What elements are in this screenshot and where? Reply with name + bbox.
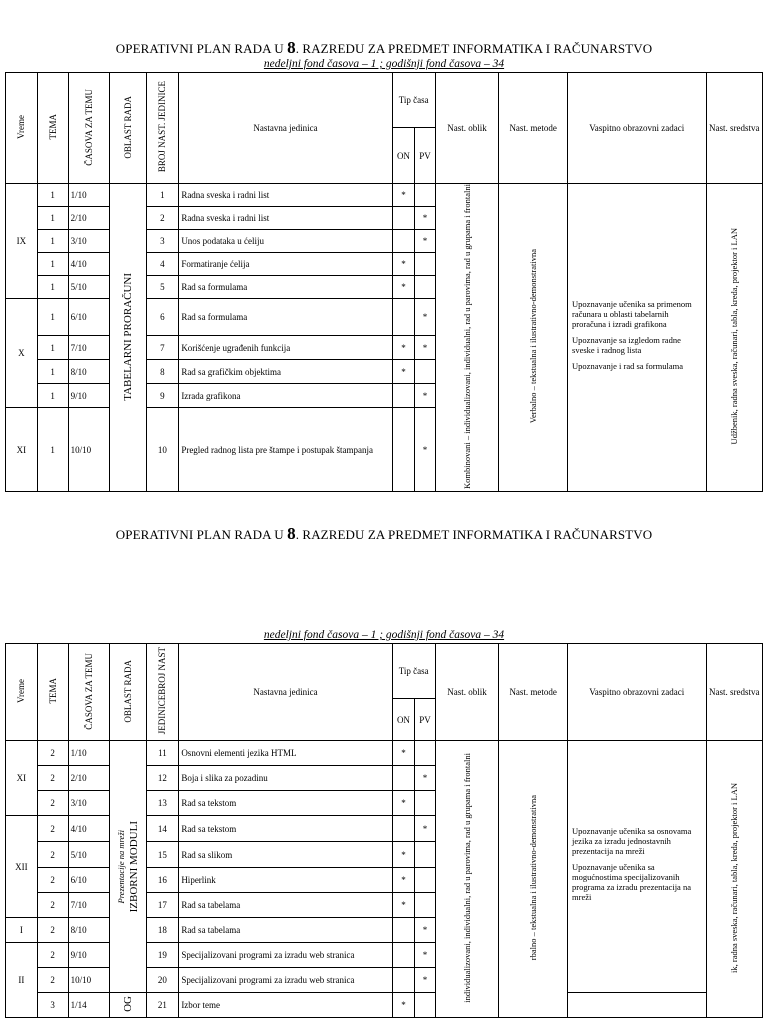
on-cell: * [392, 791, 415, 816]
pv-cell: * [415, 766, 436, 791]
pv-cell: * [415, 408, 436, 492]
unit-number-cell: 8 [146, 360, 179, 384]
unit-name-cell: Rad sa tekstom [179, 816, 392, 842]
pv-cell: * [415, 230, 436, 253]
title-grade: 8 [287, 524, 296, 543]
pv-cell: * [415, 299, 436, 336]
on-cell: * [392, 336, 415, 360]
unit-name-cell: Rad sa tabelama [179, 918, 392, 943]
tema-cell: 2 [37, 816, 68, 842]
on-cell [392, 766, 415, 791]
unit-name-cell: Hiperlink [179, 868, 392, 893]
title-grade: 8 [287, 38, 296, 57]
unit-number-cell: 9 [146, 384, 179, 408]
tema-cell: 2 [37, 766, 68, 791]
pv-cell: * [415, 336, 436, 360]
tema-cell: 2 [37, 943, 68, 968]
nast-oblik-cell [435, 184, 499, 492]
casova-cell: 1/14 [68, 993, 109, 1018]
pv-cell [415, 791, 436, 816]
tema-cell: 2 [37, 791, 68, 816]
unit-number-cell: 2 [146, 207, 179, 230]
header-pv: PV [415, 699, 436, 741]
unit-name-cell: Radna sveska i radni list [179, 207, 392, 230]
pv-cell [415, 741, 436, 766]
header-casova: ČASOVA ZA TEMU [68, 73, 109, 184]
nast-metode-cell-text: Verbalno – tekstualna i ilustrativno-demonstrativna [528, 249, 539, 424]
header-tip: Tip časa [392, 644, 435, 699]
tema-cell: 2 [37, 918, 68, 943]
pv-cell: * [415, 816, 436, 842]
unit-number-cell: 14 [146, 816, 179, 842]
nast-metode-cell-text: rbalno – tekstualna i ilustrativno-demonstrativna [528, 795, 539, 961]
casova-cell: 9/10 [68, 943, 109, 968]
on-cell [392, 384, 415, 408]
nast-metode-cell [499, 741, 568, 1018]
pv-cell [415, 842, 436, 868]
unit-name-cell: Rad sa grafičkim objektima [179, 360, 392, 384]
on-cell [392, 207, 415, 230]
header-oblast: OBLAST RADA [109, 644, 146, 741]
month-cell: XII [6, 816, 38, 918]
zadatak-text: Upoznavanje učenika sa mogućnostima specijalizovanih programa za izradu prezentacija na mreži [572, 861, 691, 902]
casova-cell: 6/10 [68, 299, 109, 336]
pv-cell [415, 253, 436, 276]
unit-number-cell: 10 [146, 408, 179, 492]
zadaci-cell-next [568, 993, 706, 1018]
on-cell: * [392, 842, 415, 868]
nast-sredstva-cell [706, 184, 762, 492]
unit-number-cell: 20 [146, 968, 179, 993]
tema-cell: 1 [37, 253, 68, 276]
tema-cell: 1 [37, 299, 68, 336]
on-cell: * [392, 253, 415, 276]
unit-number-cell: 21 [146, 993, 179, 1018]
unit-name-cell: Izrada grafikona [179, 384, 392, 408]
tema-cell: 1 [37, 408, 68, 492]
tema-cell: 1 [37, 184, 68, 207]
title-prefix: OPERATIVNI PLAN RADA U [115, 527, 284, 542]
casova-cell: 5/10 [68, 276, 109, 299]
month-cell: I [6, 918, 38, 943]
oblast-cell [109, 741, 146, 993]
unit-name-cell: Rad sa formulama [179, 299, 392, 336]
title-prefix: OPERATIVNI PLAN RADA U [115, 41, 284, 56]
nast-oblik-cell-text: individualizovani, individualni, rad u parovima, rad u grupama i frontalni [462, 753, 473, 1003]
tema-cell: 1 [37, 384, 68, 408]
header-zadaci: Vaspitno obrazovni zadaci [568, 644, 706, 741]
month-cell: XI [6, 408, 38, 492]
zadaci-cell [568, 741, 706, 993]
header-broj: BROJ NAST. JEDINICE [146, 73, 179, 184]
header-pv: PV [415, 128, 436, 184]
on-cell: * [392, 741, 415, 766]
header-sredstva: Nast. sredstva [706, 644, 762, 741]
unit-number-cell: 19 [146, 943, 179, 968]
title-suffix: . RAZREDU ZA PREDMET INFORMATIKA I RAČUNARSTVO [295, 527, 653, 542]
pv-cell: * [415, 943, 436, 968]
casova-cell: 4/10 [68, 253, 109, 276]
pv-cell [415, 868, 436, 893]
on-cell [392, 299, 415, 336]
header-vreme: Vreme [6, 644, 38, 741]
header-vreme: Vreme [6, 73, 38, 184]
casova-cell: 1/10 [68, 184, 109, 207]
unit-name-cell: Izbor teme [179, 993, 392, 1018]
unit-number-cell: 11 [146, 741, 179, 766]
subtitle-text: nedeljni fond časova – 1 ; godišnji fond časova – 34 [263, 629, 505, 641]
pv-cell [415, 893, 436, 918]
unit-name-cell: Specijalizovani programi za izradu web stranica [179, 968, 392, 993]
plan-table-2 [5, 643, 763, 1018]
casova-cell: 10/10 [68, 408, 109, 492]
header-casova: ČASOVA ZA TEMU [68, 644, 109, 741]
zadatak-text: Upoznavanje i rad sa formulama [572, 360, 683, 371]
on-cell [392, 943, 415, 968]
table-row [6, 993, 763, 1018]
casova-cell: 7/10 [68, 336, 109, 360]
header-oblik: Nast. oblik [435, 73, 499, 184]
plan-subtitle-2 [0, 629, 768, 641]
unit-number-cell: 7 [146, 336, 179, 360]
on-cell [392, 816, 415, 842]
casova-cell: 3/10 [68, 791, 109, 816]
oblast-cell-text: TABELARNI PRORAČUNI [121, 272, 134, 401]
unit-number-cell: 17 [146, 893, 179, 918]
pv-cell [415, 360, 436, 384]
nast-sredstva-cell-text: ik, radna sveska, računari, tabla, kreda, projektor i LAN [729, 783, 740, 973]
casova-cell: 8/10 [68, 360, 109, 384]
casova-cell: 2/10 [68, 766, 109, 791]
unit-number-cell: 3 [146, 230, 179, 253]
unit-name-cell: Boja i slika za pozadinu [179, 766, 392, 791]
on-cell [392, 408, 415, 492]
header-sredstva: Nast. sredstva [706, 73, 762, 184]
oblast-labels [112, 821, 144, 912]
unit-number-cell: 16 [146, 868, 179, 893]
header-tema: TEMA [37, 73, 68, 184]
unit-name-cell: Radna sveska i radni list [179, 184, 392, 207]
oblast-cell-next-text: OG [121, 996, 134, 1012]
tema-cell: 1 [37, 276, 68, 299]
subtitle-text: nedeljni fond časova – 1 ; godišnji fond časova – 34 [263, 58, 505, 70]
casova-cell: 9/10 [68, 384, 109, 408]
unit-name-cell: Osnovni elementi jezika HTML [179, 741, 392, 766]
casova-cell: 6/10 [68, 868, 109, 893]
pv-cell: * [415, 918, 436, 943]
unit-number-cell: 4 [146, 253, 179, 276]
on-cell: * [392, 893, 415, 918]
casova-cell: 7/10 [68, 893, 109, 918]
unit-name-cell: Rad sa tabelama [179, 893, 392, 918]
unit-name-cell: Specijalizovani programi za izradu web stranica [179, 943, 392, 968]
pv-cell [415, 993, 436, 1018]
unit-name-cell: Rad sa formulama [179, 276, 392, 299]
tema-cell: 1 [37, 207, 68, 230]
header-zadaci: Vaspitno obrazovni zadaci [568, 73, 706, 184]
casova-cell: 10/10 [68, 968, 109, 993]
zadatak-text: Upoznavanje učenika sa primenom računara u oblasti tabelarnih proračuna i izradi grafikona [572, 298, 692, 329]
on-cell [392, 918, 415, 943]
header-tip: Tip časa [392, 73, 435, 128]
unit-name-cell: Unos podataka u ćeliju [179, 230, 392, 253]
unit-number-cell: 13 [146, 791, 179, 816]
unit-name-cell: Rad sa tekstom [179, 791, 392, 816]
on-cell: * [392, 276, 415, 299]
month-cell: X [6, 299, 38, 408]
tema-cell: 2 [37, 868, 68, 893]
unit-number-cell: 6 [146, 299, 179, 336]
header-on: ON [392, 128, 415, 184]
casova-cell: 4/10 [68, 816, 109, 842]
tema-cell: 1 [37, 360, 68, 384]
header-oblast: OBLAST RADA [109, 73, 146, 184]
on-cell: * [392, 360, 415, 384]
pv-cell [415, 276, 436, 299]
oblast-cell [109, 184, 146, 492]
casova-cell: 3/10 [68, 230, 109, 253]
header-oblik: Nast. oblik [435, 644, 499, 741]
oblast-cell-next [109, 993, 146, 1018]
pv-cell: * [415, 968, 436, 993]
header-metode: Nast. metode [499, 644, 568, 741]
pv-cell: * [415, 207, 436, 230]
plan-table-1 [5, 72, 763, 492]
on-cell: * [392, 868, 415, 893]
month-cell: XI [6, 741, 38, 816]
unit-name-cell: Rad sa slikom [179, 842, 392, 868]
plan-title-1 [0, 38, 768, 58]
header-jedinica: Nastavna jedinica [179, 644, 392, 741]
unit-number-cell: 18 [146, 918, 179, 943]
casova-cell: 1/10 [68, 741, 109, 766]
casova-cell: 5/10 [68, 842, 109, 868]
plan-title-2 [0, 524, 768, 544]
unit-number-cell: 5 [146, 276, 179, 299]
casova-cell: 2/10 [68, 207, 109, 230]
tema-cell: 2 [37, 893, 68, 918]
pv-cell: * [415, 384, 436, 408]
unit-number-cell: 15 [146, 842, 179, 868]
nast-sredstva-cell-text: Udžbenik, radna sveska, računari, tabla, kreda, projektor i LAN [729, 228, 740, 445]
plan-subtitle-1 [0, 58, 768, 70]
unit-name-cell: Korišćenje ugrađenih funkcija [179, 336, 392, 360]
table-row [6, 184, 763, 207]
tema-cell: 2 [37, 741, 68, 766]
header-metode: Nast. metode [499, 73, 568, 184]
zadatak-text: Upoznavanje učenika sa osnovama jezika za izradu jednostavnih prezentacija na mreži [572, 825, 692, 856]
tema-cell: 2 [37, 842, 68, 868]
header-on: ON [392, 699, 415, 741]
month-cell: IX [6, 184, 38, 299]
unit-name-cell: Pregled radnog lista pre štampe i postupak štampanja [179, 408, 392, 492]
tema-cell: 2 [37, 968, 68, 993]
on-cell [392, 968, 415, 993]
oblast-label: IZBORNI MODULI [127, 820, 140, 913]
header-broj: JEDINICEBROJ NAST [146, 644, 179, 741]
header-jedinica: Nastavna jedinica [179, 73, 392, 184]
month-cell: II [6, 943, 38, 1018]
on-cell [392, 230, 415, 253]
nast-oblik-cell-text: Kombinovani – individualizovani, individualni, rad u parovima, rad u grupama i frontalni [462, 184, 473, 489]
title-suffix: . RAZREDU ZA PREDMET INFORMATIKA I RAČUNARSTVO [295, 41, 653, 56]
unit-name-cell: Formatiranje ćelija [179, 253, 392, 276]
on-cell: * [392, 993, 415, 1018]
pv-cell [415, 184, 436, 207]
zadaci-cell [568, 184, 706, 492]
nast-sredstva-cell [706, 741, 762, 1018]
header-tema: TEMA [37, 644, 68, 741]
oblast-sub-label: Prezentacije na mreži [115, 829, 126, 904]
zadatak-text: Upoznavanje sa izgledom radne sveske i radnog lista [572, 334, 681, 355]
on-cell: * [392, 184, 415, 207]
tema-cell: 1 [37, 230, 68, 253]
unit-number-cell: 1 [146, 184, 179, 207]
tema-cell: 3 [37, 993, 68, 1018]
casova-cell: 8/10 [68, 918, 109, 943]
nast-oblik-cell [435, 741, 499, 1018]
table-row [6, 741, 763, 766]
unit-number-cell: 12 [146, 766, 179, 791]
tema-cell: 1 [37, 336, 68, 360]
nast-metode-cell [499, 184, 568, 492]
